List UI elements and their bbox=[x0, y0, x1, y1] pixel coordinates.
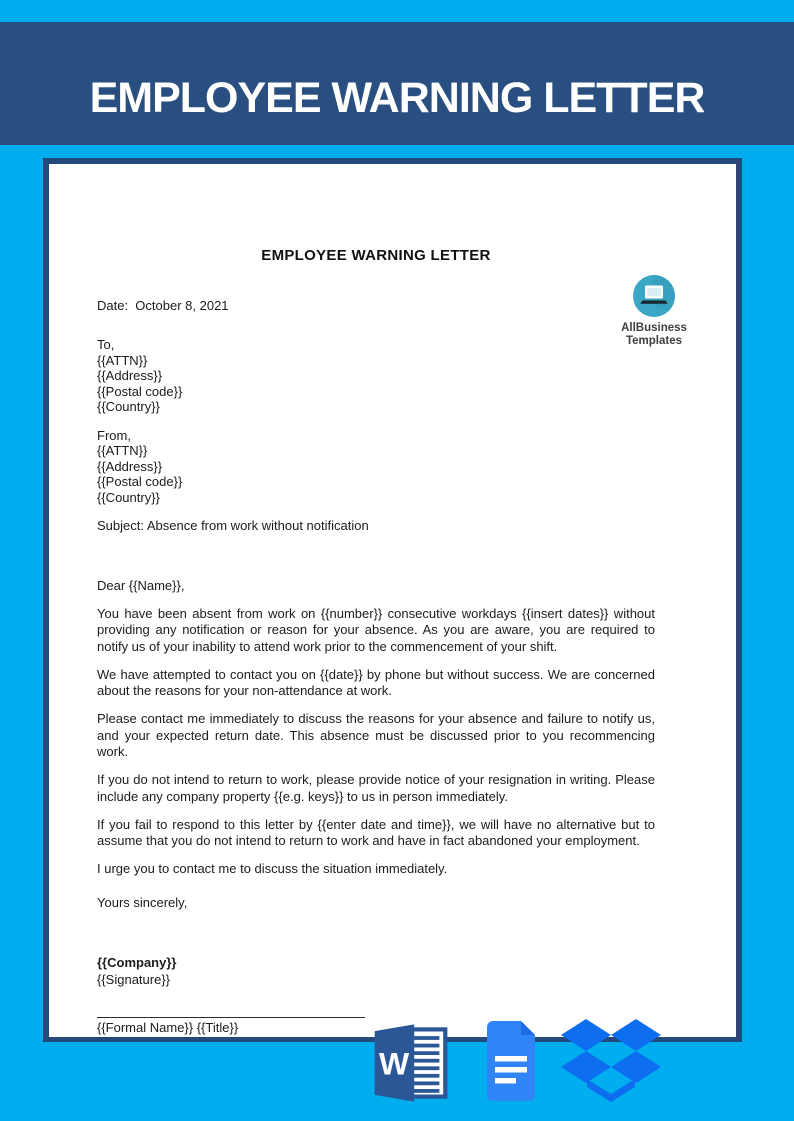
date-line: Date: October 8, 2021 bbox=[97, 297, 229, 313]
body-paragraph-3: Please contact me immediately to discuss the reasons for your absence and failure to notify us, and your expected return date. This absence must be discussed prior to you recommencing work. bbox=[97, 711, 655, 759]
signature-placeholder: {{Signature}} bbox=[97, 971, 171, 987]
salutation: Dear {{Name}}, bbox=[97, 577, 185, 593]
body-paragraph-2: We have attempted to contact you on {{date}} by phone but without success. We are concerned about the reasons for your non-attendance at work. bbox=[97, 666, 655, 698]
to-country: {{Country}} bbox=[97, 399, 160, 414]
dropbox-icon[interactable] bbox=[561, 1017, 661, 1109]
subject-line: Subject: Absence from work without notification bbox=[97, 518, 369, 533]
letter-content bbox=[49, 248, 736, 1121]
word-icon[interactable] bbox=[368, 1019, 452, 1107]
signature-line bbox=[97, 1017, 365, 1018]
formal-name-title: {{Formal Name}} {{Title}} bbox=[97, 1020, 239, 1035]
title-banner bbox=[0, 22, 794, 145]
from-country: {{Country}} bbox=[97, 489, 160, 505]
closing: Yours sincerely, bbox=[97, 894, 188, 910]
google-docs-icon[interactable] bbox=[480, 1021, 542, 1101]
body-paragraph-6: I urge you to contact me to discuss the situation immediately. bbox=[97, 861, 448, 876]
to-attn: {{ATTN}} bbox=[97, 352, 148, 368]
allbusinesstemplates-logo[interactable] bbox=[606, 274, 702, 348]
from-postal-code: {{Postal code}} bbox=[97, 474, 183, 489]
from-attn: {{ATTN}} bbox=[97, 443, 148, 458]
letter-page bbox=[43, 158, 742, 1082]
svg-text:W: W bbox=[378, 1045, 410, 1082]
logo-text-line1: AllBusiness bbox=[621, 322, 687, 334]
banner-title: EMPLOYEE WARNING LETTER bbox=[89, 74, 705, 122]
company-placeholder: {{Company}} bbox=[97, 955, 177, 970]
body-paragraph-5: If you fail to respond to this letter by {{enter date and time}}, we will have no alternative but to assume that you do not intend to return to work and have in fact abandoned your employment. bbox=[97, 816, 655, 848]
sender-block bbox=[97, 428, 655, 506]
laptop-icon bbox=[632, 274, 676, 318]
from-label: From, bbox=[97, 427, 131, 443]
body-paragraph-4: If you do not intend to return to work, please provide notice of your resignation in writing. Please include any company property {{e.g. keys}} to us in person immediately. bbox=[97, 772, 655, 804]
body-paragraph-1: You have been absent from work on {{number}} consecutive workdays {{insert dates}} without providing any notification or reason for your absence. As you are aware, you are required to notify us of your inability to attend work prior to the commencement of your shift. bbox=[97, 605, 655, 654]
recipient-block bbox=[97, 337, 655, 415]
logo-text-line2: Templates bbox=[625, 335, 683, 347]
to-address: {{Address}} bbox=[97, 368, 163, 383]
from-address: {{Address}} bbox=[97, 458, 163, 474]
to-label: To, bbox=[97, 337, 115, 352]
letter-title: EMPLOYEE WARNING LETTER bbox=[261, 247, 491, 264]
to-postal-code: {{Postal code}} bbox=[97, 383, 183, 399]
